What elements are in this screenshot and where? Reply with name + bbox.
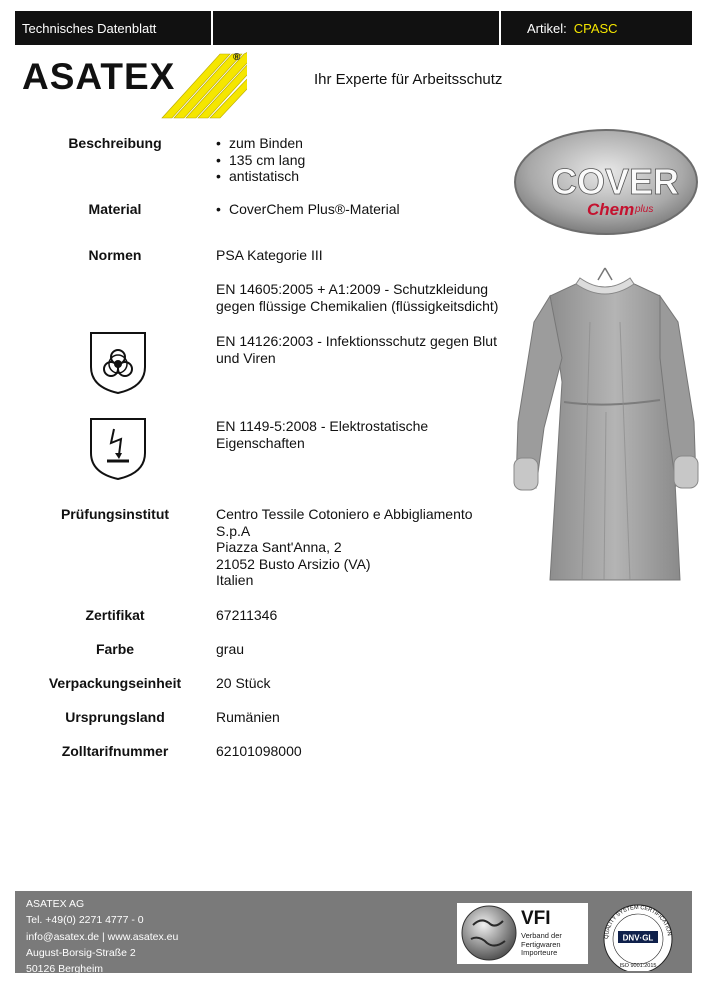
globe-icon	[459, 903, 519, 964]
vfi-line: Fertigwaren	[521, 939, 561, 949]
doc-type: Technisches Datenblatt	[15, 11, 213, 45]
label-beschreibung: Beschreibung	[68, 135, 162, 151]
list-item: • zum Binden	[216, 135, 305, 152]
norm-line: gegen flüssige Chemikalien (flüssigkeitsdicht)	[216, 297, 499, 314]
product-image	[510, 262, 700, 582]
article-value: CPASC	[573, 20, 618, 36]
header-bar	[15, 11, 692, 45]
label-zertifikat: Zertifikat	[85, 607, 145, 623]
value-ursprungsland: Rumänien	[216, 709, 280, 725]
label-farbe: Farbe	[95, 641, 135, 657]
vfi-line: Verband der	[521, 931, 562, 940]
list-item: • antistatisch	[216, 168, 305, 185]
label-zolltarifnummer: Zolltarifnummer	[61, 743, 169, 759]
chem-word: Chem	[587, 200, 635, 219]
phone: Tel. +49(0) 2271 4777 - 0	[26, 914, 144, 927]
address-line: Centro Tessile Cotoniero e Abbigliamento	[216, 506, 473, 522]
header-empty-cell	[213, 11, 501, 45]
company-name: ASATEX AG	[26, 898, 85, 910]
value-verpackungseinheit: 20 Stück	[216, 675, 271, 691]
coverchem-logo	[513, 128, 699, 236]
iso-label: ISO 9001:2015	[619, 963, 657, 969]
value-zertifikat: 67211346	[216, 607, 278, 623]
label-ursprungsland: Ursprungsland	[65, 709, 165, 725]
label-material: Material	[88, 201, 142, 217]
plus-word: plus	[635, 204, 654, 215]
value-norm-category: PSA Kategorie III	[216, 247, 323, 263]
label-verpackungseinheit: Verpackungseinheit	[48, 675, 182, 691]
value-zolltarifnummer: 62101098000	[216, 743, 302, 759]
list-item: • CoverChem Plus®-Material	[216, 201, 400, 218]
biohazard-icon	[89, 331, 147, 395]
address-line: Piazza Sant'Anna, 2	[216, 539, 342, 555]
address-line: Italien	[216, 572, 254, 588]
norm-line: und Viren	[216, 349, 276, 366]
value-farbe: grau	[216, 641, 245, 657]
antistatic-icon	[89, 417, 147, 481]
vfi-fullname	[521, 932, 562, 958]
value-norm-en14605	[216, 281, 498, 314]
footer-address	[26, 896, 178, 977]
article-label: Artikel:	[527, 20, 567, 36]
value-material	[216, 201, 400, 218]
city: 50126 Bergheim	[26, 963, 104, 976]
dnv-brand: DNV·GL	[622, 933, 654, 943]
value-beschreibung	[216, 135, 305, 185]
list-item: • 135 cm lang	[216, 152, 305, 169]
address-line: S.p.A	[216, 522, 251, 539]
label-normen: Normen	[88, 247, 142, 263]
vfi-line: Importeure	[521, 948, 558, 957]
label-pruefungsinstitut: Prüfungsinstitut	[60, 506, 170, 522]
norm-line: EN 14126:2003 - Infektionsschutz gegen Blut	[216, 333, 497, 349]
cover-word: COVER	[551, 161, 680, 202]
email-web: info@asatex.de | www.asatex.eu	[26, 930, 179, 943]
vfi-abbr: VFI	[521, 908, 551, 929]
tagline: Ihr Experte für Arbeitsschutz	[314, 71, 503, 88]
dnv-certification-logo	[588, 897, 688, 971]
value-pruefungsinstitut	[216, 506, 473, 589]
street: August-Borsig-Straße 2	[26, 946, 136, 959]
brand-name: ASATEX	[22, 56, 176, 97]
norm-line: Eigenschaften	[216, 434, 305, 451]
address-line: 21052 Busto Arsizio (VA)	[216, 555, 371, 572]
footer	[15, 891, 692, 976]
value-norm-en1149	[216, 418, 428, 451]
norm-line: EN 1149-5:2008 - Elektrostatische	[216, 418, 429, 434]
vfi-logo	[457, 903, 588, 964]
norm-line: EN 14605:2005 + A1:2009 - Schutzkleidung	[216, 281, 489, 297]
ring-text: QUALITY SYSTEM CERTIFICATION	[603, 904, 672, 940]
value-norm-en14126	[216, 333, 497, 366]
asatex-logo	[22, 52, 247, 120]
registered-mark: ®	[233, 52, 241, 63]
article-cell	[501, 11, 692, 45]
